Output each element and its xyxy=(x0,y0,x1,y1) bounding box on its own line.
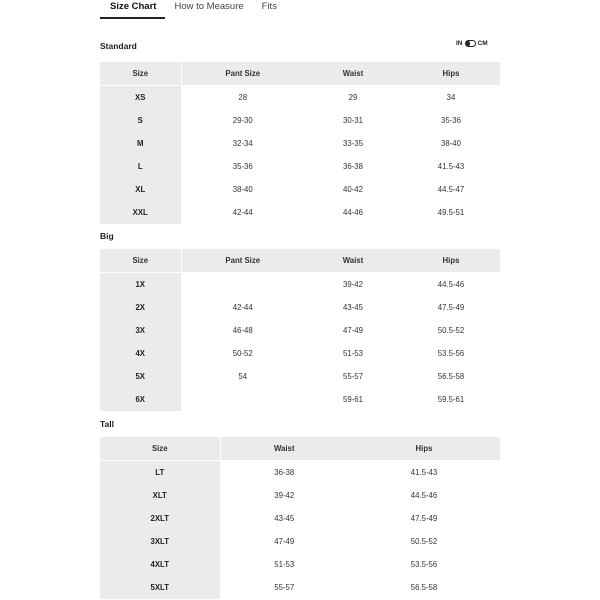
pant-size-cell: 38-40 xyxy=(232,185,253,194)
table-row xyxy=(100,319,500,342)
waist-cell: 30-31 xyxy=(343,116,363,125)
hips-cell: 44.5-46 xyxy=(437,280,465,289)
waist-cell: 59-61 xyxy=(343,395,363,404)
hips-cell: 49.5-51 xyxy=(437,208,465,217)
pant-size-cell: 29-30 xyxy=(232,116,253,125)
size-cell: 2XLT xyxy=(100,507,220,530)
size-cell: 4X xyxy=(100,342,181,365)
size-cell: 6X xyxy=(100,388,181,411)
unit-cm-label: CM xyxy=(477,40,488,47)
size-cell: 4XLT xyxy=(100,553,220,576)
size-cell: XL xyxy=(100,178,181,201)
hips-cell: 56.5-58 xyxy=(437,372,465,381)
table-row xyxy=(100,461,500,485)
table-row xyxy=(100,109,500,132)
column-header-waist: Waist xyxy=(304,249,402,273)
table-row xyxy=(100,484,500,507)
size-cell: XXL xyxy=(100,201,181,224)
size-cell: 5XLT xyxy=(100,576,220,599)
toggle-switch-icon[interactable] xyxy=(465,40,476,47)
size-cell: 5X xyxy=(100,365,181,388)
table-row xyxy=(100,576,500,599)
pant-size-cell: 28 xyxy=(238,93,248,102)
section-title-standard: Standard xyxy=(100,41,137,51)
table-header-row xyxy=(100,249,500,273)
pant-size-cell: 32-34 xyxy=(232,139,253,148)
table-row xyxy=(100,553,500,576)
hips-cell: 41.5-43 xyxy=(437,162,465,171)
size-cell: 1X xyxy=(100,273,181,297)
standard-size-table xyxy=(100,62,500,224)
tall-size-table xyxy=(100,437,500,599)
table-row xyxy=(100,201,500,224)
table-row xyxy=(100,342,500,365)
table-row xyxy=(100,365,500,388)
pant-size-cell: 35-36 xyxy=(232,162,253,171)
hips-cell: 38-40 xyxy=(441,139,461,148)
hips-cell: 44.5-47 xyxy=(437,185,465,194)
big-size-table xyxy=(100,249,500,411)
waist-cell: 43-45 xyxy=(274,514,295,523)
size-cell: L xyxy=(100,155,181,178)
hips-cell: 47.5-49 xyxy=(410,514,438,523)
waist-cell: 29 xyxy=(348,93,358,102)
size-cell: XLT xyxy=(100,484,220,507)
pant-size-cell: 54 xyxy=(238,372,248,381)
hips-cell: 59.5-61 xyxy=(437,395,465,404)
tab-how-to-measure[interactable]: How to Measure xyxy=(174,1,244,12)
size-cell: 2X xyxy=(100,296,181,319)
tab-fits[interactable]: Fits xyxy=(261,1,277,12)
column-header-pant-size: Pant Size xyxy=(181,249,304,273)
size-cell: S xyxy=(100,109,181,132)
waist-cell: 40-42 xyxy=(343,185,363,194)
waist-cell: 55-57 xyxy=(343,372,363,381)
hips-cell: 53.5-56 xyxy=(410,560,438,569)
size-cell: 3XLT xyxy=(100,530,220,553)
table-row xyxy=(100,273,500,297)
size-cell: LT xyxy=(100,461,220,485)
waist-cell: 51-53 xyxy=(274,560,295,569)
waist-cell: 39-42 xyxy=(343,280,363,289)
waist-cell: 47-49 xyxy=(343,326,363,335)
size-cell: 3X xyxy=(100,319,181,342)
unit-in-label: IN xyxy=(456,40,463,47)
column-header-waist: Waist xyxy=(304,62,402,86)
waist-cell: 36-38 xyxy=(274,468,295,477)
hips-cell: 50.5-52 xyxy=(437,326,465,335)
table-header-row xyxy=(100,62,500,86)
column-header-waist: Waist xyxy=(220,437,348,461)
waist-cell: 47-49 xyxy=(274,537,295,546)
table-row xyxy=(100,507,500,530)
table-row xyxy=(100,296,500,319)
column-header-hips: Hips xyxy=(348,437,500,461)
table-row xyxy=(100,155,500,178)
waist-cell: 55-57 xyxy=(274,583,295,592)
waist-cell: 51-53 xyxy=(343,349,363,358)
table-row xyxy=(100,86,500,110)
hips-cell: 41.5-43 xyxy=(410,468,438,477)
hips-cell: 34 xyxy=(446,93,456,102)
waist-cell: 43-45 xyxy=(343,303,363,312)
waist-cell: 44-46 xyxy=(343,208,363,217)
table-row xyxy=(100,132,500,155)
table-row xyxy=(100,530,500,553)
section-title-big: Big xyxy=(100,231,114,241)
column-header-pant-size: Pant Size xyxy=(181,62,304,86)
pant-size-cell: 46-48 xyxy=(232,326,253,335)
pant-size-cell: 42-44 xyxy=(232,208,253,217)
tab-bar xyxy=(100,0,286,20)
waist-cell: 36-38 xyxy=(343,162,363,171)
table-row xyxy=(100,388,500,411)
tab-size-chart[interactable]: Size Chart xyxy=(100,0,165,19)
hips-cell: 53.5-56 xyxy=(437,349,465,358)
table-row xyxy=(100,178,500,201)
waist-cell: 33-35 xyxy=(343,139,363,148)
column-header-size: Size xyxy=(100,249,181,273)
pant-size-cell: 42-44 xyxy=(232,303,253,312)
hips-cell: 56.5-58 xyxy=(410,583,438,592)
pant-size-cell xyxy=(181,388,304,411)
section-title-tall: Tall xyxy=(100,419,115,429)
hips-cell: 50.5-52 xyxy=(410,537,438,546)
waist-cell: 39-42 xyxy=(274,491,295,500)
unit-toggle[interactable] xyxy=(456,40,488,47)
size-cell: M xyxy=(100,132,181,155)
column-header-hips: Hips xyxy=(402,249,500,273)
hips-cell: 35-36 xyxy=(441,116,461,125)
column-header-size: Size xyxy=(100,62,181,86)
column-header-hips: Hips xyxy=(402,62,500,86)
table-header-row xyxy=(100,437,500,461)
pant-size-cell xyxy=(181,273,304,297)
hips-cell: 47.5-49 xyxy=(437,303,465,312)
column-header-size: Size xyxy=(100,437,220,461)
hips-cell: 44.5-46 xyxy=(410,491,438,500)
size-cell: XS xyxy=(100,86,181,110)
pant-size-cell: 50-52 xyxy=(232,349,253,358)
